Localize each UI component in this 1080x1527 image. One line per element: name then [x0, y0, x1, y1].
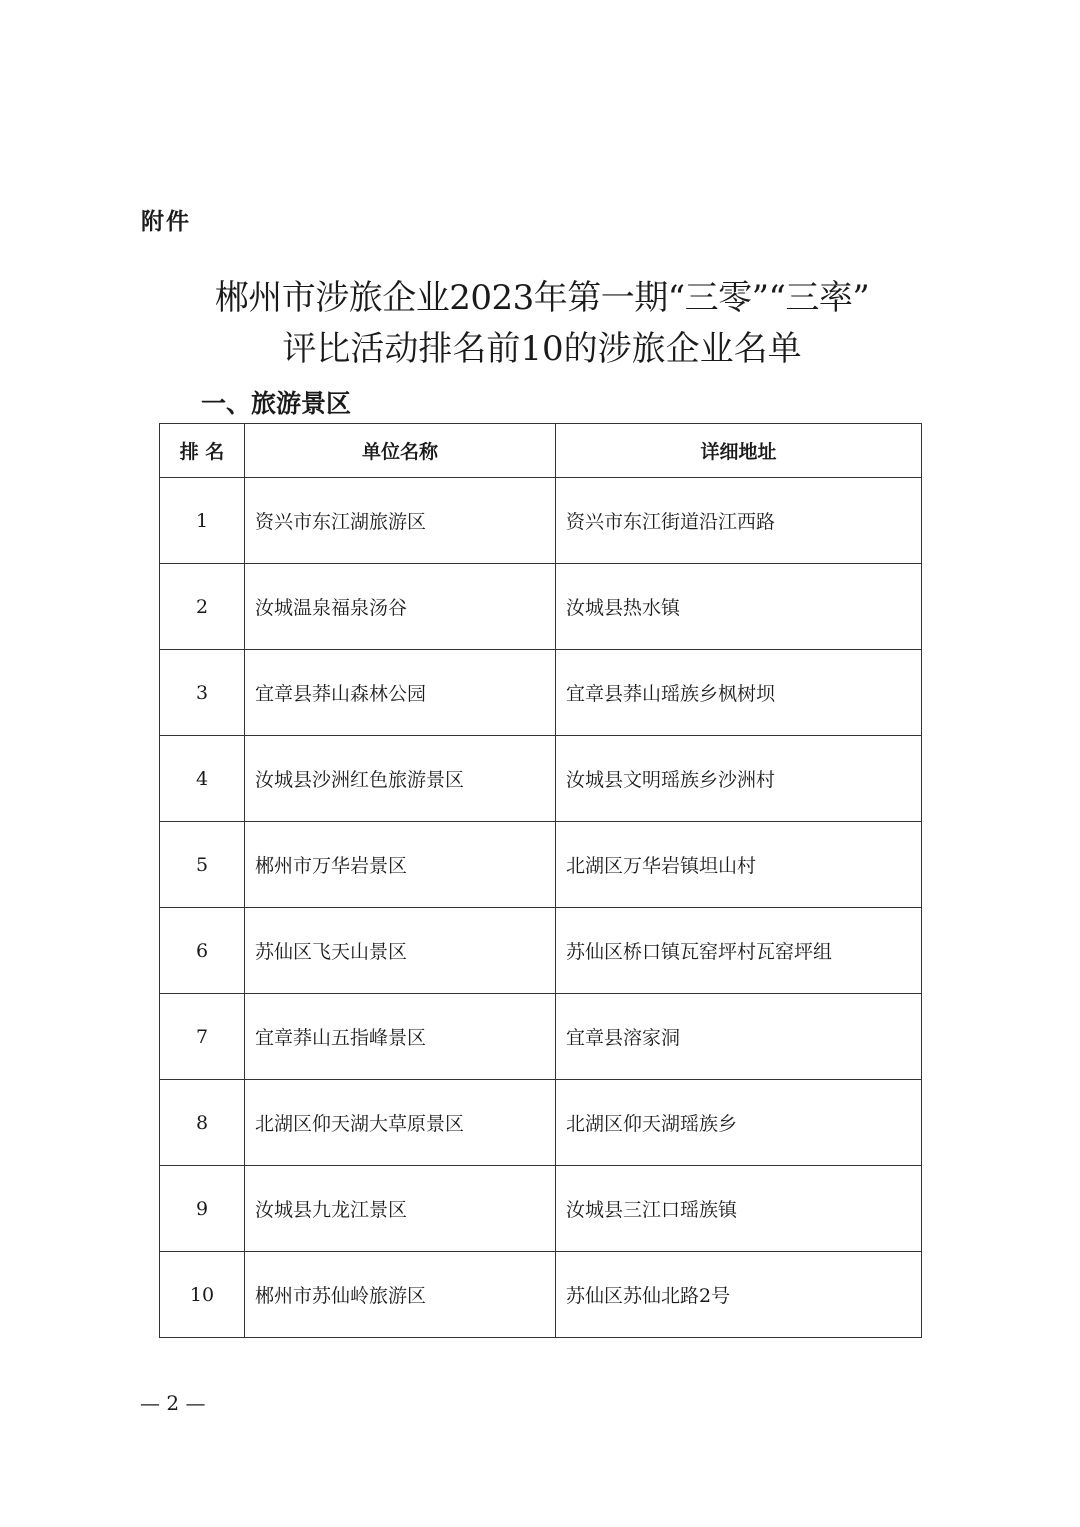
header-rank: 排 名: [160, 424, 245, 478]
rank-cell: 4: [160, 736, 245, 822]
rank-cell: 9: [160, 1166, 245, 1252]
rank-cell: 8: [160, 1080, 245, 1166]
address-cell: 北湖区万华岩镇坦山村: [556, 822, 922, 908]
name-cell: 汝城县沙洲红色旅游景区: [245, 736, 556, 822]
rank-cell: 6: [160, 908, 245, 994]
name-cell: 苏仙区飞天山景区: [245, 908, 556, 994]
rank-cell: 7: [160, 994, 245, 1080]
name-cell: 郴州市万华岩景区: [245, 822, 556, 908]
header-address: 详细地址: [556, 424, 922, 478]
table-row: [160, 736, 922, 822]
address-cell: 宜章县溶家洞: [556, 994, 922, 1080]
name-cell: 宜章莽山五指峰景区: [245, 994, 556, 1080]
address-cell: 北湖区仰天湖瑶族乡: [556, 1080, 922, 1166]
table-row: [160, 1252, 922, 1338]
table-row: [160, 994, 922, 1080]
address-cell: 苏仙区苏仙北路2号: [556, 1252, 922, 1338]
name-cell: 宜章县莽山森林公园: [245, 650, 556, 736]
rank-cell: 3: [160, 650, 245, 736]
name-cell: 汝城县九龙江景区: [245, 1166, 556, 1252]
rank-cell: 2: [160, 564, 245, 650]
table-row: [160, 822, 922, 908]
name-cell: 北湖区仰天湖大草原景区: [245, 1080, 556, 1166]
name-cell: 资兴市东江湖旅游区: [245, 478, 556, 564]
name-cell: 汝城温泉福泉汤谷: [245, 564, 556, 650]
address-cell: 苏仙区桥口镇瓦窑坪村瓦窑坪组: [556, 908, 922, 994]
table-row: [160, 1166, 922, 1252]
table-row: [160, 1080, 922, 1166]
address-cell: 汝城县三江口瑶族镇: [556, 1166, 922, 1252]
rank-cell: 1: [160, 478, 245, 564]
table-header-row: [160, 424, 922, 478]
address-cell: 资兴市东江街道沿江西路: [556, 478, 922, 564]
header-name: 单位名称: [245, 424, 556, 478]
table-row: [160, 478, 922, 564]
name-cell: 郴州市苏仙岭旅游区: [245, 1252, 556, 1338]
document-title-line1: 郴州市涉旅企业2023年第一期“三零”“三率”: [214, 278, 870, 318]
document-title-line2: 评比活动排名前10的涉旅企业名单: [282, 329, 802, 369]
address-cell: 宜章县莽山瑶族乡枫树坝: [556, 650, 922, 736]
table-row: [160, 650, 922, 736]
page-number: — 2 —: [140, 1391, 206, 1415]
table-row: [160, 564, 922, 650]
rank-cell: 5: [160, 822, 245, 908]
table-row: [160, 908, 922, 994]
address-cell: 汝城县文明瑶族乡沙洲村: [556, 736, 922, 822]
ranking-table: [159, 423, 922, 1338]
attachment-label: 附件: [141, 209, 191, 235]
rank-cell: 10: [160, 1252, 245, 1338]
address-cell: 汝城县热水镇: [556, 564, 922, 650]
section-heading: 一、旅游景区: [201, 389, 352, 418]
